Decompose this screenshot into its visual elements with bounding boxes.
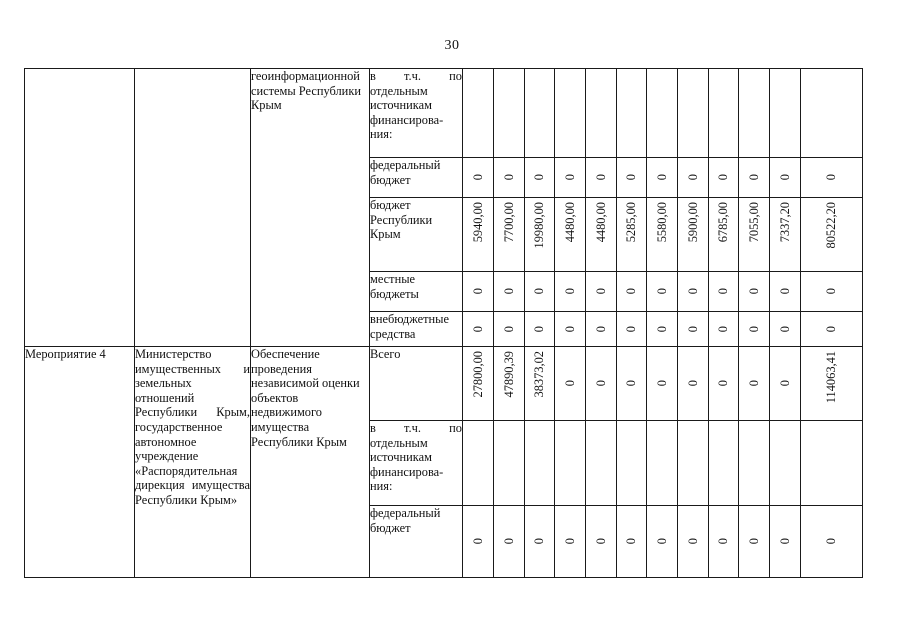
value-wrap bbox=[494, 202, 524, 267]
value-cell bbox=[525, 347, 555, 421]
value-cell bbox=[739, 158, 770, 198]
value-wrap bbox=[739, 202, 769, 267]
value-cell bbox=[555, 198, 586, 272]
value-wrap bbox=[739, 162, 769, 193]
value-cell bbox=[678, 69, 709, 158]
value-text: 0 bbox=[532, 538, 546, 545]
value-text: 0 bbox=[716, 174, 730, 181]
value-cell bbox=[494, 272, 525, 312]
value-cell bbox=[678, 312, 709, 347]
value-cell bbox=[555, 421, 586, 506]
value-cell bbox=[617, 421, 647, 506]
value-text: 27800,00 bbox=[470, 351, 485, 398]
value-text: 0 bbox=[501, 325, 516, 333]
value-wrap bbox=[525, 316, 554, 342]
value-wrap bbox=[709, 510, 738, 573]
value-text: 0 bbox=[824, 288, 838, 295]
value-cell bbox=[678, 506, 709, 578]
value-wrap bbox=[770, 162, 800, 193]
funding-source-cell: бюджет Республики Крым bbox=[370, 198, 463, 272]
value-cell bbox=[678, 198, 709, 272]
value-wrap bbox=[647, 202, 677, 267]
value-text: 0 bbox=[746, 325, 761, 333]
value-text: 0 bbox=[716, 380, 730, 387]
value-wrap bbox=[586, 202, 616, 267]
value-text: 0 bbox=[624, 380, 638, 387]
value-cell-total bbox=[801, 158, 863, 198]
value-cell bbox=[739, 198, 770, 272]
value-text: 0 bbox=[562, 174, 577, 181]
funding-source-cell bbox=[370, 69, 463, 158]
value-wrap bbox=[555, 316, 585, 342]
value-wrap bbox=[739, 276, 769, 307]
value-cell bbox=[617, 272, 647, 312]
value-text: 0 bbox=[654, 380, 669, 387]
funding-source-rest: отдельным источникам финансирова-ния: bbox=[370, 83, 444, 142]
value-wrap bbox=[739, 316, 769, 342]
funding-source-cell: Всего bbox=[370, 347, 463, 421]
value-cell bbox=[463, 421, 494, 506]
value-wrap bbox=[463, 202, 493, 267]
value-wrap bbox=[525, 202, 554, 267]
value-cell bbox=[770, 198, 801, 272]
value-wrap bbox=[617, 316, 646, 342]
value-text: 0 bbox=[654, 174, 669, 181]
value-wrap bbox=[678, 351, 708, 416]
value-text: 0 bbox=[501, 288, 516, 295]
value-text: 0 bbox=[685, 325, 700, 333]
value-text: 0 bbox=[824, 325, 838, 333]
value-cell bbox=[586, 347, 617, 421]
table-body bbox=[25, 69, 863, 578]
value-text: 4480,00 bbox=[593, 202, 608, 243]
description-cell: геоинформационной системы Республики Крым bbox=[251, 69, 370, 347]
value-cell bbox=[647, 421, 678, 506]
value-text: 0 bbox=[685, 380, 700, 387]
value-cell-total bbox=[801, 312, 863, 347]
value-cell bbox=[525, 198, 555, 272]
value-text: 0 bbox=[746, 174, 761, 181]
value-wrap bbox=[647, 351, 677, 416]
value-text: 0 bbox=[685, 174, 700, 181]
value-wrap bbox=[617, 276, 646, 307]
value-text: 0 bbox=[777, 288, 792, 295]
value-text: 0 bbox=[624, 325, 638, 333]
value-cell bbox=[525, 272, 555, 312]
value-text: 80522,20 bbox=[824, 202, 838, 249]
value-cell bbox=[586, 272, 617, 312]
value-wrap bbox=[617, 202, 646, 267]
value-cell bbox=[647, 69, 678, 158]
value-wrap bbox=[463, 510, 493, 573]
value-text: 0 bbox=[716, 538, 730, 545]
value-text: 19980,00 bbox=[532, 202, 546, 249]
value-cell bbox=[463, 158, 494, 198]
value-text: 0 bbox=[501, 174, 516, 181]
value-cell bbox=[525, 506, 555, 578]
value-cell bbox=[770, 69, 801, 158]
value-wrap bbox=[647, 510, 677, 573]
value-cell bbox=[709, 506, 739, 578]
value-cell bbox=[770, 158, 801, 198]
value-text: 7700,00 bbox=[501, 202, 516, 243]
value-cell-total bbox=[801, 347, 863, 421]
value-cell bbox=[678, 421, 709, 506]
value-wrap bbox=[586, 276, 616, 307]
value-text: 47890,39 bbox=[501, 351, 516, 398]
value-wrap bbox=[494, 162, 524, 193]
value-text: 5940,00 bbox=[470, 202, 485, 243]
value-text: 38373,02 bbox=[532, 351, 546, 398]
value-wrap bbox=[525, 510, 554, 573]
value-cell bbox=[586, 198, 617, 272]
funding-source-line bbox=[370, 69, 462, 84]
value-cell bbox=[709, 198, 739, 272]
value-text: 0 bbox=[746, 288, 761, 295]
value-text: 0 bbox=[593, 325, 608, 333]
funding-source-rest: отдельным источникам финансирова-ния: bbox=[370, 435, 444, 494]
value-wrap bbox=[586, 316, 616, 342]
value-wrap bbox=[678, 276, 708, 307]
funding-source-cell: федеральный бюджет bbox=[370, 158, 463, 198]
value-wrap bbox=[525, 162, 554, 193]
value-wrap bbox=[586, 162, 616, 193]
value-cell bbox=[525, 421, 555, 506]
value-text: 0 bbox=[593, 380, 608, 387]
value-text: 5580,00 bbox=[654, 202, 669, 243]
value-wrap bbox=[555, 351, 585, 416]
funding-source-cell bbox=[370, 421, 463, 506]
value-wrap bbox=[801, 162, 862, 193]
value-cell bbox=[678, 272, 709, 312]
value-wrap bbox=[617, 162, 646, 193]
value-cell bbox=[739, 312, 770, 347]
value-text: 4480,00 bbox=[562, 202, 577, 243]
value-wrap bbox=[801, 202, 862, 267]
value-cell bbox=[770, 506, 801, 578]
value-cell bbox=[678, 158, 709, 198]
funding-source-cell: внебюджетные средства bbox=[370, 312, 463, 347]
value-text: 6785,00 bbox=[716, 202, 730, 243]
value-wrap bbox=[463, 276, 493, 307]
executor-cell bbox=[135, 69, 251, 347]
value-text: 0 bbox=[716, 288, 730, 295]
value-wrap bbox=[647, 316, 677, 342]
value-wrap bbox=[586, 510, 616, 573]
value-cell bbox=[555, 69, 586, 158]
value-cell bbox=[555, 312, 586, 347]
funding-source-word: т.ч. bbox=[404, 421, 421, 435]
value-text: 5900,00 bbox=[685, 202, 700, 243]
value-wrap bbox=[678, 202, 708, 267]
value-text: 0 bbox=[532, 174, 546, 181]
value-cell bbox=[494, 158, 525, 198]
funding-source-line bbox=[370, 421, 462, 436]
description-cell: Обеспечение проведения независимой оценки объектов недвижимого имущества Республики Крым bbox=[251, 347, 370, 578]
value-text: 0 bbox=[746, 538, 761, 545]
value-wrap bbox=[770, 276, 800, 307]
value-text: 114063,41 bbox=[824, 351, 838, 404]
value-cell bbox=[463, 69, 494, 158]
value-text: 0 bbox=[624, 174, 638, 181]
value-text: 0 bbox=[685, 288, 700, 295]
value-text: 0 bbox=[685, 538, 700, 545]
value-cell bbox=[555, 506, 586, 578]
value-text: 0 bbox=[654, 288, 669, 295]
value-cell bbox=[709, 272, 739, 312]
value-text: 0 bbox=[593, 174, 608, 181]
funding-source-cell: федеральный бюджет bbox=[370, 506, 463, 578]
value-wrap bbox=[555, 276, 585, 307]
value-cell bbox=[555, 272, 586, 312]
table-row bbox=[25, 347, 863, 421]
value-wrap bbox=[709, 351, 738, 416]
value-text: 0 bbox=[593, 538, 608, 545]
value-cell bbox=[494, 506, 525, 578]
value-text: 7337,20 bbox=[777, 202, 792, 243]
value-text: 0 bbox=[593, 288, 608, 295]
value-wrap bbox=[525, 276, 554, 307]
value-wrap bbox=[678, 162, 708, 193]
value-cell-total bbox=[801, 506, 863, 578]
funding-source-cell: местные бюджеты bbox=[370, 272, 463, 312]
value-cell bbox=[617, 506, 647, 578]
value-cell bbox=[617, 158, 647, 198]
value-cell bbox=[709, 347, 739, 421]
value-text: 0 bbox=[532, 288, 546, 295]
value-text: 0 bbox=[746, 380, 761, 387]
value-wrap bbox=[770, 316, 800, 342]
value-cell bbox=[525, 312, 555, 347]
value-cell bbox=[494, 69, 525, 158]
value-cell bbox=[647, 272, 678, 312]
value-cell bbox=[586, 312, 617, 347]
value-text: 0 bbox=[777, 380, 792, 387]
value-cell bbox=[463, 312, 494, 347]
value-cell bbox=[709, 421, 739, 506]
value-wrap bbox=[770, 202, 800, 267]
value-text: 0 bbox=[777, 325, 792, 333]
value-wrap bbox=[709, 276, 738, 307]
value-wrap bbox=[709, 202, 738, 267]
value-wrap bbox=[801, 316, 862, 342]
value-wrap bbox=[494, 276, 524, 307]
value-cell bbox=[494, 347, 525, 421]
value-wrap bbox=[647, 162, 677, 193]
funding-source-word: т.ч. bbox=[404, 69, 421, 83]
value-cell bbox=[770, 347, 801, 421]
value-cell bbox=[770, 421, 801, 506]
value-text: 0 bbox=[501, 538, 516, 545]
page-number: 30 bbox=[444, 38, 460, 53]
value-cell-total bbox=[801, 198, 863, 272]
value-cell bbox=[739, 272, 770, 312]
value-cell bbox=[617, 347, 647, 421]
value-text: 0 bbox=[562, 288, 577, 295]
value-wrap bbox=[525, 351, 554, 416]
value-cell bbox=[617, 198, 647, 272]
value-wrap bbox=[617, 351, 646, 416]
value-text: 0 bbox=[824, 538, 838, 545]
value-text: 0 bbox=[562, 325, 577, 333]
value-text: 0 bbox=[716, 325, 730, 333]
value-wrap bbox=[463, 351, 493, 416]
value-text: 5285,00 bbox=[624, 202, 638, 243]
value-wrap bbox=[647, 276, 677, 307]
event-name-cell bbox=[25, 69, 135, 347]
value-wrap bbox=[739, 510, 769, 573]
event-name-cell: Мероприятие 4 bbox=[25, 347, 135, 578]
value-text: 0 bbox=[777, 538, 792, 545]
value-cell bbox=[463, 506, 494, 578]
value-cell bbox=[586, 69, 617, 158]
value-text: 0 bbox=[654, 538, 669, 545]
value-cell bbox=[739, 421, 770, 506]
executor-cell: Министерство имущественных и земельных отношений Республики Крым, государственное автономное учреждение «Распорядительная дирекция имущества Республики Крым» bbox=[135, 347, 251, 578]
funding-source-word: в bbox=[370, 69, 376, 83]
value-cell-total bbox=[801, 421, 863, 506]
value-cell bbox=[678, 347, 709, 421]
value-cell-total bbox=[801, 272, 863, 312]
value-wrap bbox=[801, 276, 862, 307]
value-wrap bbox=[770, 510, 800, 573]
value-wrap bbox=[463, 316, 493, 342]
value-text: 0 bbox=[624, 288, 638, 295]
value-cell bbox=[770, 312, 801, 347]
value-cell bbox=[586, 421, 617, 506]
value-text: 0 bbox=[824, 174, 838, 181]
value-cell bbox=[525, 158, 555, 198]
value-cell bbox=[617, 69, 647, 158]
table-row bbox=[25, 69, 863, 158]
value-wrap bbox=[494, 316, 524, 342]
value-cell bbox=[709, 312, 739, 347]
value-cell bbox=[586, 506, 617, 578]
value-cell bbox=[463, 198, 494, 272]
value-cell bbox=[494, 312, 525, 347]
funding-source-word: по bbox=[449, 421, 462, 435]
value-cell bbox=[494, 421, 525, 506]
value-text: 0 bbox=[562, 380, 577, 387]
value-text: 0 bbox=[562, 538, 577, 545]
value-wrap bbox=[555, 510, 585, 573]
value-wrap bbox=[739, 351, 769, 416]
value-wrap bbox=[617, 510, 646, 573]
value-text: 0 bbox=[532, 325, 546, 333]
value-wrap bbox=[555, 202, 585, 267]
value-text: 0 bbox=[654, 325, 669, 333]
value-cell bbox=[770, 272, 801, 312]
value-wrap bbox=[586, 351, 616, 416]
value-cell bbox=[463, 347, 494, 421]
value-wrap bbox=[463, 162, 493, 193]
value-cell bbox=[709, 69, 739, 158]
value-cell bbox=[709, 158, 739, 198]
value-cell bbox=[555, 347, 586, 421]
value-wrap bbox=[709, 162, 738, 193]
value-wrap bbox=[678, 316, 708, 342]
value-cell bbox=[647, 158, 678, 198]
value-cell bbox=[494, 198, 525, 272]
value-cell bbox=[586, 158, 617, 198]
value-wrap bbox=[770, 351, 800, 416]
value-cell bbox=[739, 69, 770, 158]
value-wrap bbox=[678, 510, 708, 573]
value-cell bbox=[555, 158, 586, 198]
value-wrap bbox=[801, 351, 862, 416]
value-cell bbox=[739, 347, 770, 421]
value-text: 0 bbox=[470, 288, 485, 295]
value-cell-total bbox=[801, 69, 863, 158]
value-wrap bbox=[494, 510, 524, 573]
value-cell bbox=[617, 312, 647, 347]
funding-source-word: по bbox=[449, 69, 462, 83]
value-text: 0 bbox=[470, 174, 485, 181]
value-cell bbox=[647, 347, 678, 421]
value-text: 0 bbox=[470, 538, 485, 545]
value-text: 0 bbox=[470, 325, 485, 333]
funding-source-word: в bbox=[370, 421, 376, 435]
value-cell bbox=[525, 69, 555, 158]
value-wrap bbox=[801, 510, 862, 573]
value-cell bbox=[739, 506, 770, 578]
budget-table bbox=[24, 68, 863, 578]
value-cell bbox=[647, 506, 678, 578]
value-cell bbox=[647, 312, 678, 347]
value-text: 7055,00 bbox=[746, 202, 761, 243]
value-cell bbox=[463, 272, 494, 312]
value-wrap bbox=[555, 162, 585, 193]
value-wrap bbox=[494, 351, 524, 416]
value-wrap bbox=[709, 316, 738, 342]
value-text: 0 bbox=[777, 174, 792, 181]
value-text: 0 bbox=[624, 538, 638, 545]
value-cell bbox=[647, 198, 678, 272]
